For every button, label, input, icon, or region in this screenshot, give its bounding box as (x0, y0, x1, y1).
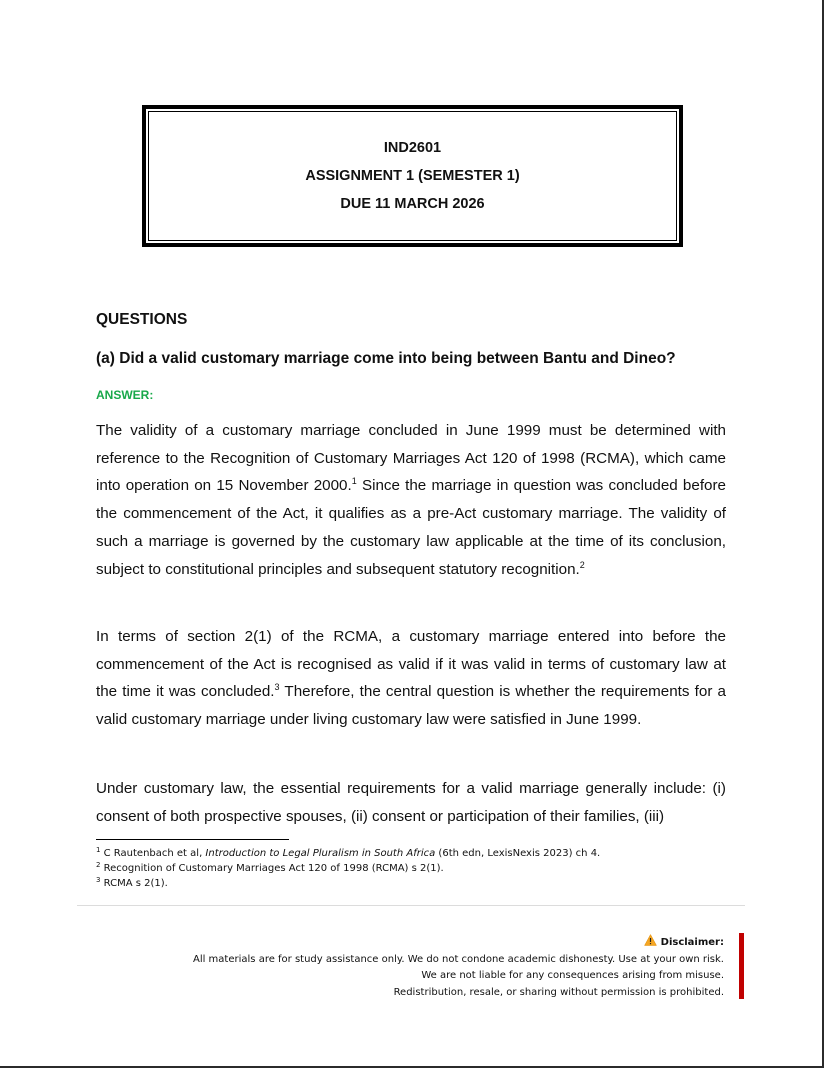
footnote-number: 2 (96, 861, 101, 869)
answer-paragraph-3: Under customary law, the essential requirements for a valid marriage generally include: (i) consent of both prospective spouses, (ii) consent or participation of their families, (iii) (96, 780, 726, 825)
disclaimer-line-1: All materials are for study assistance only. We do not condone academic dishonesty. Use at your own risk. (192, 953, 724, 965)
footnote-text: (6th edn, LexisNexis 2023) ch 4. (435, 848, 601, 859)
course-code: IND2601 (383, 140, 442, 156)
section-heading: QUESTIONS (96, 311, 188, 328)
footnote-number: 3 (96, 876, 101, 884)
footnote-text: Recognition of Customary Marriages Act 120 of 1998 (RCMA) s 2(1). (100, 863, 444, 874)
disclaimer (193, 934, 724, 1001)
title-box-inner (148, 111, 677, 241)
answer-paragraph-1 (96, 417, 726, 583)
disclaimer-line-2: We are not liable for any consequences arising from misuse. (421, 970, 724, 981)
title-box (142, 105, 683, 247)
assignment-title: ASSIGNMENT 1 (SEMESTER 1) (305, 168, 520, 184)
paragraph-text: Since the marriage in question was concluded before the commencement of the Act, it qualifies as a pre-Act customary marriage. The validity of such a marriage is governed by the customary law applicable at the time of its conclusion, subject to constitutional principles and subsequent statutory recognition. (96, 477, 726, 578)
disclaimer-title: Disclaimer: (660, 937, 724, 948)
due-date: DUE 11 MARCH 2026 (340, 196, 485, 212)
disclaimer-line-3: Redistribution, resale, or sharing without permission is prohibited. (393, 986, 724, 998)
footnote-separator (96, 839, 289, 840)
footnote-ref-1[interactable]: 1 (351, 476, 357, 487)
footnote-text: RCMA s 2(1). (100, 878, 168, 889)
answer-paragraph-2 (96, 623, 726, 734)
footer-divider (77, 905, 745, 906)
footnotes (96, 846, 600, 891)
footnote-book-title: Introduction to Legal Pluralism in South Africa (205, 848, 436, 859)
disclaimer-accent-bar (739, 933, 744, 999)
footnote-2 (96, 861, 600, 876)
question-a: (a) Did a valid customary marriage come into being between Bantu and Dineo? (96, 350, 676, 367)
footnote-1 (96, 846, 600, 861)
footnote-number: 1 (96, 846, 101, 854)
warning-icon (644, 934, 657, 946)
footnote-ref-3[interactable]: 3 (274, 682, 280, 693)
disclaimer-title-row (193, 934, 724, 952)
footnote-3 (96, 876, 600, 891)
paragraph-text: In terms of section 2(1) of the RCMA, a customary marriage entered into before the commencement of the Act is recognised as valid if it was valid in terms of customary law at the time it was concluded. (96, 628, 726, 701)
paragraph-text: The validity of a customary marriage concluded in June 1999 must be determined with reference to the Recognition of Customary Marriages Act 120 of 1998 (RCMA), which came into operation on 15 November 2000. (96, 422, 726, 495)
footnote-ref-2[interactable]: 2 (579, 559, 585, 570)
paragraph-text: Therefore, the central question is whether the requirements for a valid customary marriage under living customary law were satisfied in June 1999. (96, 683, 726, 729)
footnote-text: C Rautenbach et al, (100, 848, 206, 859)
answer-label: ANSWER: (96, 388, 154, 402)
